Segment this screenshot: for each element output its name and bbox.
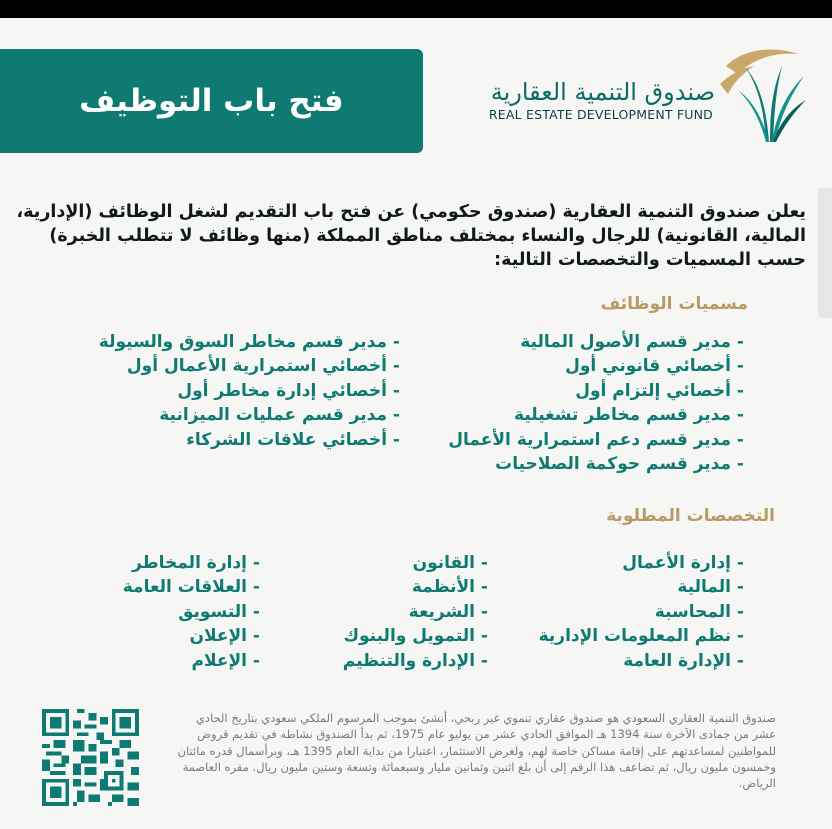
qr-code-icon[interactable] [42,709,139,806]
list-item: - الأنظمة [343,575,488,599]
announcement-intro: يعلن صندوق التنمية العقارية (صندوق حكومي) عن فتح باب التقديم لشغل الوظائف (الإدارية، المالية، القانونية) للرجال والنساء بمختلف مناطق المملكة (منها وظائف لا تتطلب الخبرة) حسب المسميات والتخصصات التالية: [16,202,806,270]
list-item: - الإدارة والتنظيم [343,649,488,673]
specializations-column-3 [123,551,260,673]
list-item: - الإعلام [123,649,260,673]
list-item: - العلاقات العامة [123,575,260,599]
list-item: - المالية [539,575,744,599]
list-item: - أخصائي إلتزام أول [448,379,744,403]
job-titles-left-column [99,330,400,452]
fund-about-text: صندوق التنمية العقاري السعودي هو صندوق عقاري تنموي غير ربحي، أنشئ بموجب المرسوم الملكي سعودي بتاريخ الحادي عشر من جمادى الآخرة سنة 1394 هـ الموافق الحادي عشر من يوليو عام 1975، ثم بدأ الصندوق نشاطه في تقديم قروض للمواطنين لمساعدتهم على إقامة مساكن خاصة لهم، ولغرض الاستثمار، اعتبارا من بداية العام 1395 هـ، وبرأسمال قدره مائتان وخمسون مليون ريال، ثم تضاعف هذا الرقم إلى أن بلغ اثنين وثمانين مليار وسبعمائة وتسعة وستين مليون ريال. مقره العاصمة الرياض. [177,711,776,791]
list-item: - التسويق [123,600,260,624]
logo-name-english: REAL ESTATE DEVELOPMENT FUND [488,107,713,122]
logo-name-arabic: صندوق التنمية العقارية [490,78,715,106]
list-item: - إدارة الأعمال [539,551,744,575]
specializations-column-1 [539,551,744,673]
list-item: - الإدارة العامة [539,649,744,673]
list-item: - المحاسبة [539,600,744,624]
list-item: - مدير قسم عمليات الميزانية [99,403,400,427]
list-item: - التمويل والبنوك [343,624,488,648]
list-item: - نظم المعلومات الإدارية [539,624,744,648]
banner-title: فتح باب التوظيف [79,83,344,119]
list-item: - أخصائي استمرارية الأعمال أول [99,354,400,378]
list-item: - القانون [343,551,488,575]
job-announcement-page [0,18,832,829]
list-item: - الشريعة [343,600,488,624]
list-item: - أخصائي إدارة مخاطر أول [99,379,400,403]
title-banner [0,49,423,153]
list-item: - مدير قسم حوكمة الصلاحيات [448,452,744,476]
scrollbar-handle[interactable] [818,188,832,318]
list-item: - الإعلان [123,624,260,648]
job-titles-heading: مسميات الوظائف [600,294,748,314]
list-item: - مدير قسم الأصول المالية [448,330,744,354]
fund-logo-icon [716,44,808,144]
list-item: - مدير قسم دعم استمرارية الأعمال [448,428,744,452]
specializations-column-2 [343,551,488,673]
list-item: - مدير قسم مخاطر السوق والسيولة [99,330,400,354]
job-titles-right-column [448,330,744,476]
list-item: - إدارة المخاطر [123,551,260,575]
list-item: - مدير قسم مخاطر تشغيلية [448,403,744,427]
list-item: - أخصائي علاقات الشركاء [99,428,400,452]
list-item: - أخصائي قانوني أول [448,354,744,378]
specializations-heading: التخصصات المطلوبة [606,506,775,526]
